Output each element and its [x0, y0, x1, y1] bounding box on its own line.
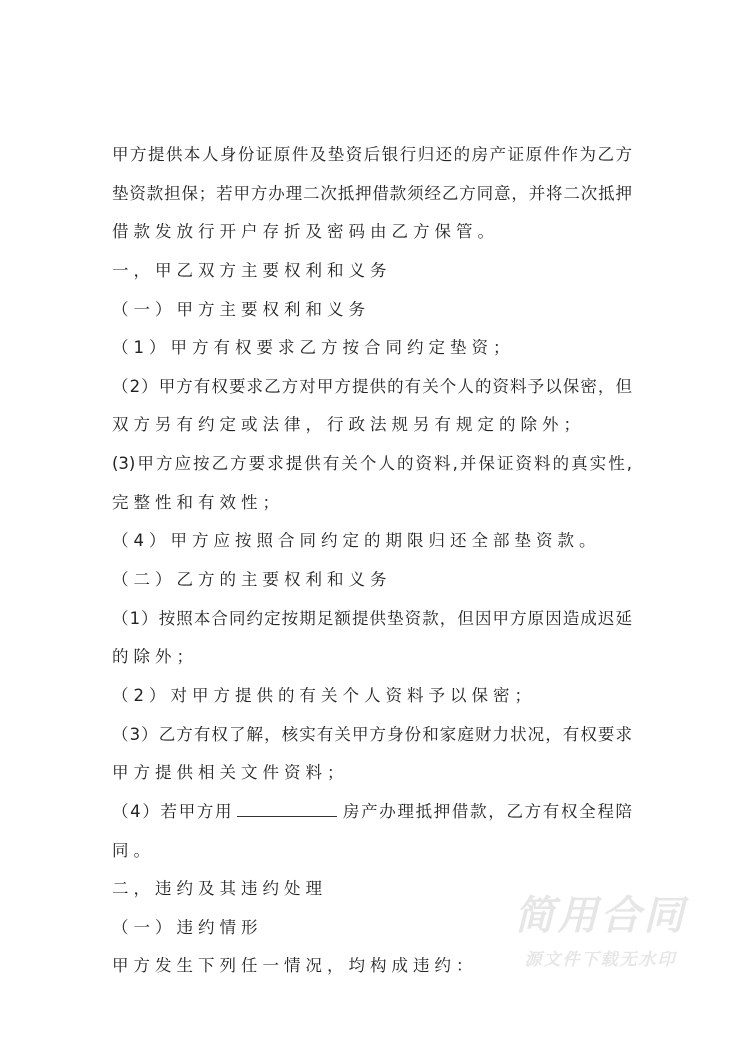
text-line: 完整性和有效性； — [112, 492, 284, 512]
watermark-title: 简用合同 — [514, 893, 687, 939]
text-line: （4）甲方应按照合同约定的期限归还全部垫资款。 — [112, 531, 601, 551]
text-line: 甲方发生下列任一情况，均构成违约： — [112, 956, 478, 976]
text-line: （1）甲方有权要求乙方按合同约定垫资； — [112, 338, 515, 358]
text-line: （2）甲方有权要求乙方对甲方提供的有关个人的资料予以保密，但 — [112, 376, 632, 396]
fill-in-blank — [237, 802, 337, 817]
text-line: （3）乙方有权了解，核实有关甲方身份和家庭财力状况，有权要求 — [112, 724, 632, 744]
text-line: 甲方提供本人身份证原件及垫资后银行归还的房产证原件作为乙方 — [112, 145, 632, 164]
text-line: 双方另有约定或法律，行政法规另有规定的除外； — [112, 415, 585, 435]
text-line: 同。 — [112, 840, 155, 860]
text-line: （1）按照本合同约定按期足额提供垫资款，但因甲方原因造成迟延 — [112, 608, 632, 628]
text-line: 甲方提供相关文件资料； — [112, 763, 349, 783]
watermark — [508, 893, 693, 970]
section-heading: 一，甲乙双方主要权利和义务 — [112, 260, 392, 280]
subsection-heading: （一）违约情形 — [112, 917, 263, 937]
subsection-heading: （二）乙方的主要权利和义务 — [112, 570, 392, 590]
text-line: 借款发放行开户存折及密码由乙方保管。 — [112, 222, 499, 242]
subsection-heading: （一）甲方主要权利和义务 — [112, 299, 370, 319]
text-line: （2）对甲方提供的有关个人资料予以保密； — [112, 685, 536, 705]
text-line: 垫资款担保；若甲方办理二次抵押借款须经乙方同意，并将二次抵押 — [112, 183, 632, 203]
document-body — [112, 143, 632, 993]
section-heading: 二，违约及其违约处理 — [112, 879, 327, 899]
text-line: 的除外； — [112, 647, 198, 667]
blank-line-suffix: 房产办理抵押借款，乙方有权全程陪 — [341, 801, 633, 821]
text-line: (3)甲方应按乙方要求提供有关个人的资料,并保证资料的真实性, — [112, 454, 632, 474]
watermark-subtitle: 源文件下载无水印 — [524, 950, 677, 970]
text-line-with-blank — [112, 800, 632, 839]
blank-line-prefix: （4）若甲方用 — [112, 801, 234, 821]
